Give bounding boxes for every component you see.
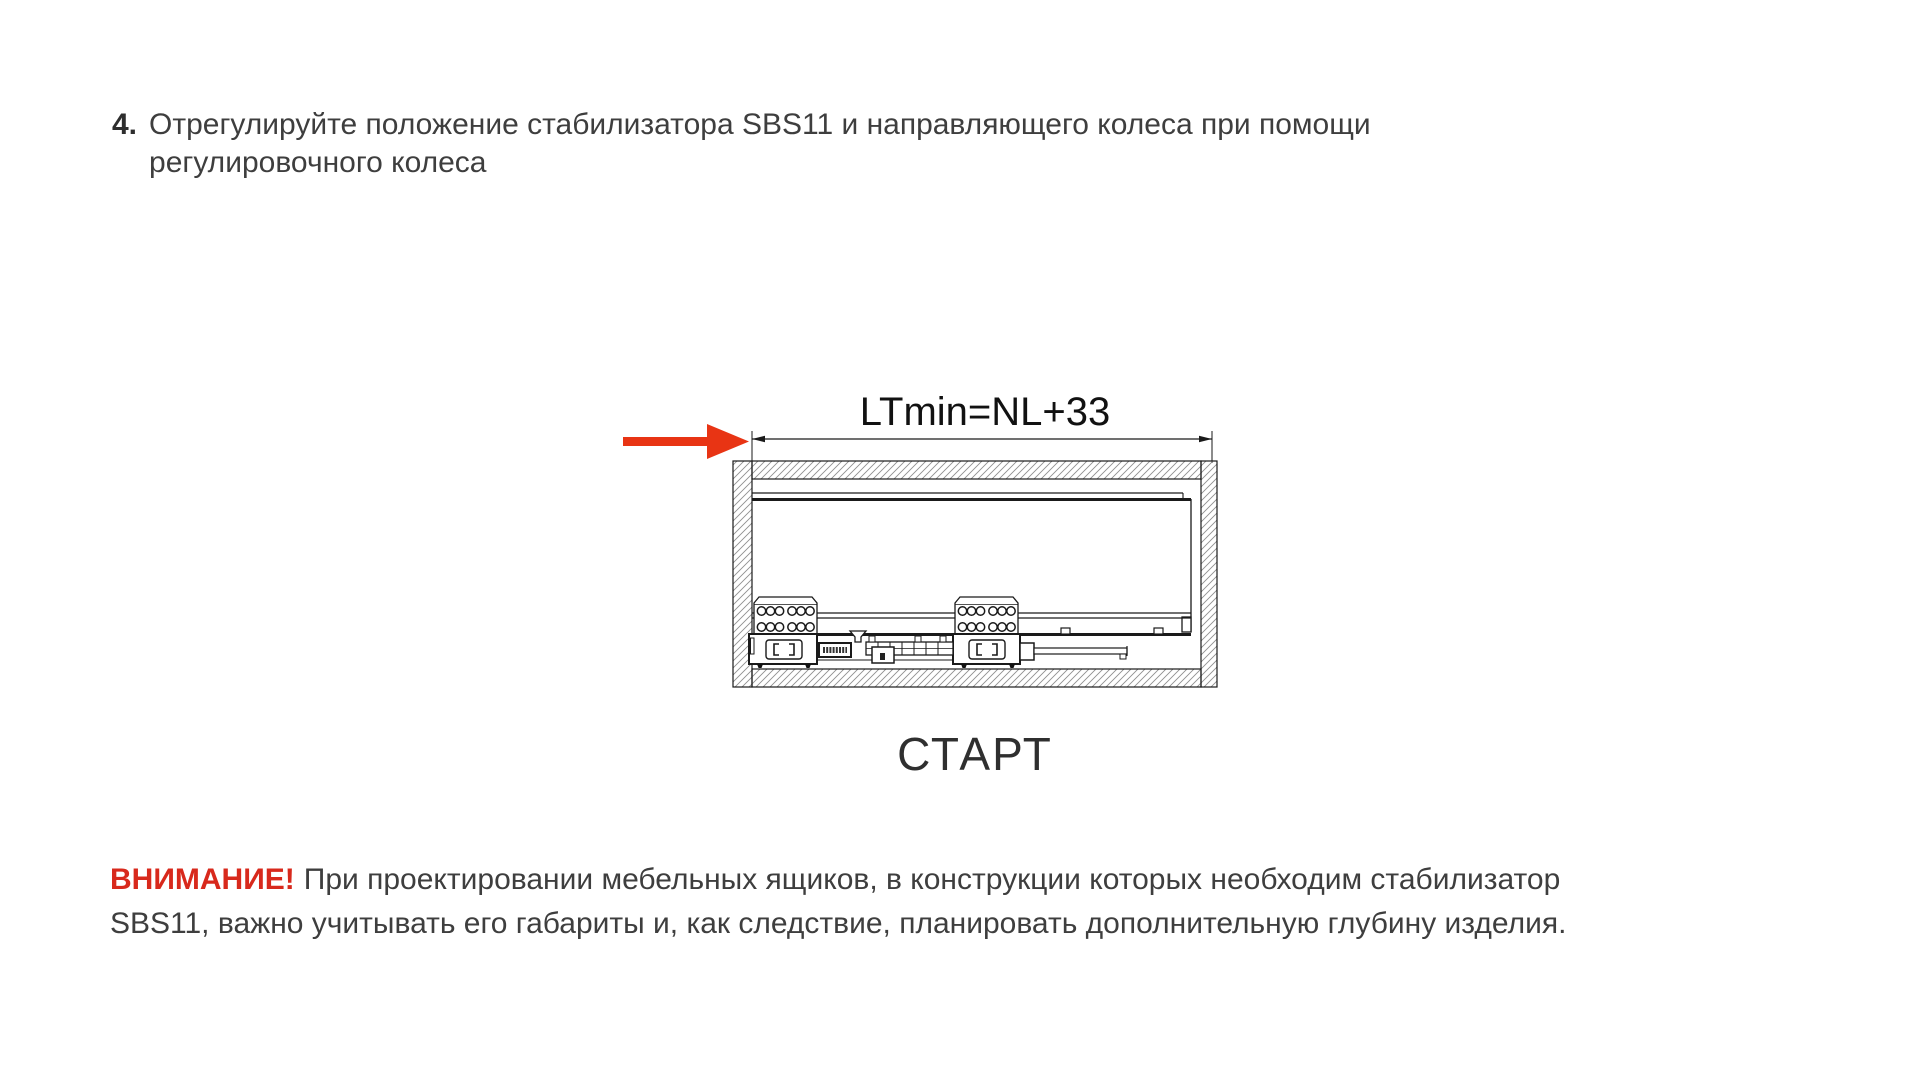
- red-pointer-arrow-icon: [623, 424, 749, 459]
- cabinet-bottom-panel: [752, 669, 1201, 687]
- cabinet-right-wall: [1201, 461, 1217, 687]
- diagram-caption: СТАРТ: [897, 728, 1053, 780]
- rear-guide-rail: [1020, 628, 1163, 660]
- warning-line1: [110, 858, 1610, 902]
- step-text-line2: регулировочного колеса: [149, 146, 487, 179]
- cabinet-top-panel: [752, 461, 1201, 479]
- step-number: 4.: [112, 108, 138, 141]
- dimension-label: LTmin=NL+33: [859, 390, 1111, 434]
- warning-label: ВНИМАНИЕ!: [110, 863, 295, 896]
- dimension-arrowhead-right: [1199, 436, 1212, 442]
- step-text: [149, 106, 1371, 182]
- slide-housing-right: [953, 634, 1020, 668]
- dimension-arrowhead-left: [752, 436, 765, 442]
- step-text-line1: Отрегулируйте положение стабилизатора SBS11 и направляющего колеса при помощи: [149, 108, 1371, 141]
- warning-note: [110, 858, 1610, 946]
- funnel-stop-icon: [850, 631, 866, 642]
- panel-rear-latch: [1182, 617, 1191, 632]
- step-instruction: [112, 106, 1371, 182]
- mounting-bracket-left: [754, 597, 817, 634]
- slide-housing-left: [749, 634, 817, 668]
- drawer-slide-diagram: [617, 385, 1227, 785]
- warning-text-line1: При проектировании мебельных ящиков, в конструкции которых необходим стабилизатор: [303, 863, 1561, 896]
- mounting-bracket-right: [955, 597, 1018, 634]
- warning-text-line2: SBS11, важно учитывать его габариты и, как следствие, планировать дополнительную глубину изделия.: [110, 907, 1567, 940]
